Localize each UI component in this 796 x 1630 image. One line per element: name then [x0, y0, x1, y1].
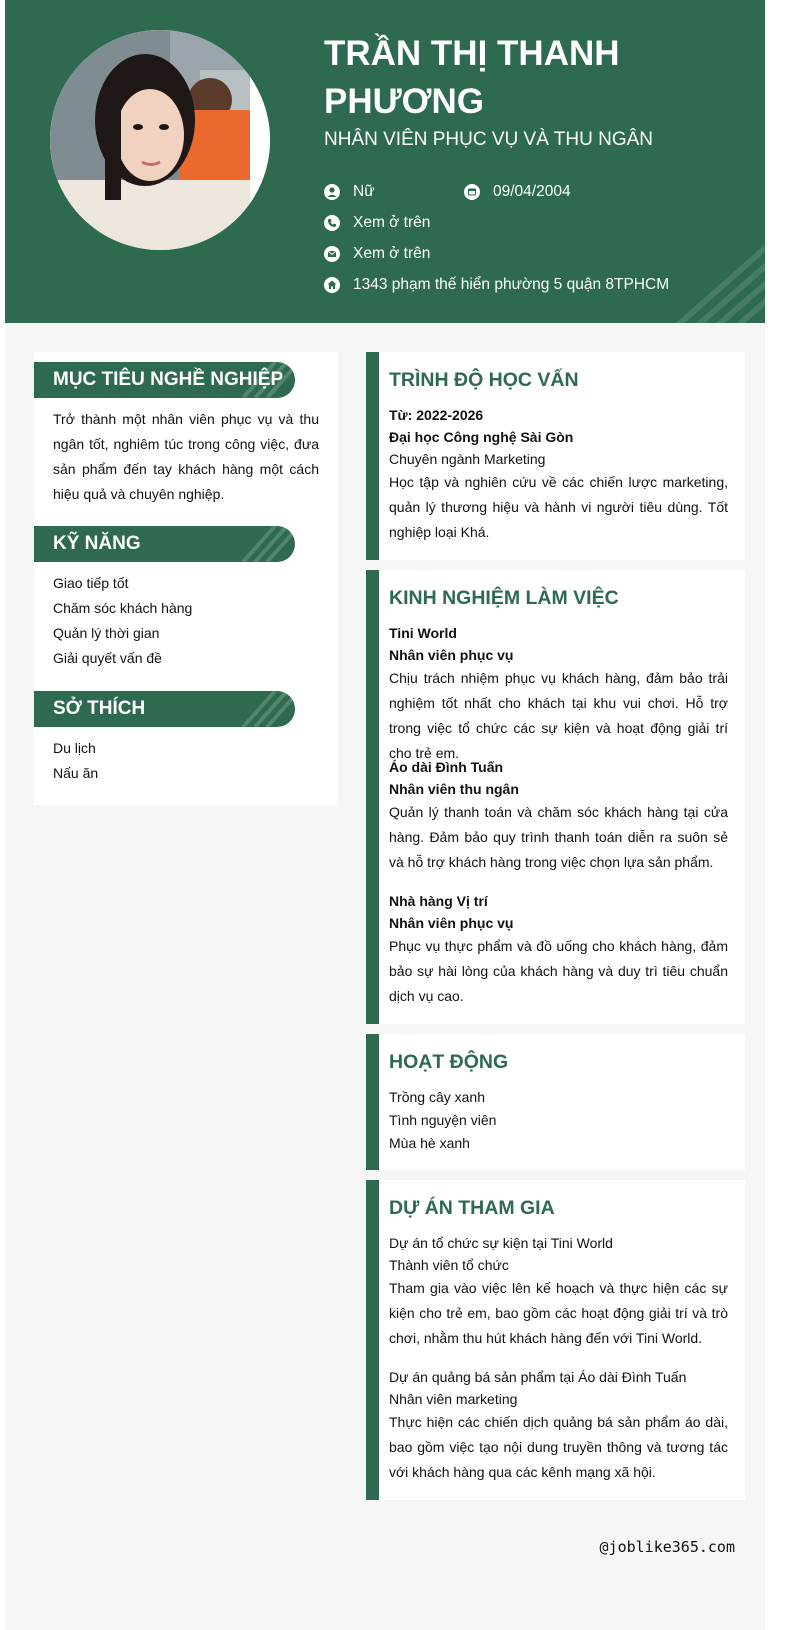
calendar-icon: [464, 184, 480, 200]
hobby-item: Nấu ăn: [53, 765, 99, 781]
project-description: Tham gia vào việc lên kế hoạch và thực hiện các sự kiện cho trẻ em, bao gồm các hoạt động giải trí và trò chơi, nhằm thu hút khách hàng đến với Tini World.: [389, 1280, 728, 1346]
watermark: @joblike365.com: [599, 1538, 735, 1556]
skill-item: Giải quyết vấn đề: [53, 650, 162, 666]
dob-row: [464, 182, 571, 202]
job-company: Áo dài Đình Tuấn: [389, 759, 504, 775]
email-value[interactable]: Xem ở trên: [353, 245, 431, 262]
activities-list: [389, 1086, 728, 1155]
experience-job: [389, 890, 728, 1009]
project-name: Dự án tổ chức sự kiện tại Tini World: [389, 1235, 613, 1251]
objective-text: Trở thành một nhân viên phục vụ và thu ngân tốt, nghiêm túc trong công việc, đưa sản phẩm đến tay khách hàng một cách hiệu quả và chuyên nghiệp.: [53, 411, 319, 502]
skill-item: Quản lý thời gian: [53, 625, 160, 641]
job-position: Nhân viên thu ngân: [389, 781, 519, 797]
candidate-name: TRẦN THỊ THANH PHƯƠNG: [324, 34, 620, 121]
user-icon: [324, 184, 340, 200]
address-row: [324, 275, 669, 295]
resume-header: [5, 0, 765, 323]
education-description: Học tập và nghiên cứu về các chiến lược marketing, quản lý thương hiệu và hành vi người tiêu dùng. Tốt nghiệp loại Khá.: [389, 474, 728, 540]
hobby-item: Du lịch: [53, 740, 96, 756]
job-description: Phục vụ thực phẩm và đồ uống cho khách hàng, đảm bảo sự hài lòng của khách hàng và duy trì tiêu chuẩn dịch vụ cao.: [389, 938, 728, 1004]
education-period: Từ: 2022-2026: [389, 407, 484, 423]
phone-icon: [324, 215, 340, 231]
email-icon: [324, 246, 340, 262]
job-position: Nhân viên phục vụ: [389, 915, 514, 931]
job-position: Nhân viên phục vụ: [389, 647, 514, 663]
education-major: Chuyên ngành Marketing: [389, 451, 546, 467]
project-item: [389, 1366, 728, 1485]
objective-heading: MỤC TIÊU NGHỀ NGHIỆP: [34, 362, 295, 398]
projects-title: DỰ ÁN THAM GIA: [389, 1197, 555, 1219]
decorative-stripes: [605, 203, 765, 323]
job-description: Quản lý thanh toán và chăm sóc khách hàng tại cửa hàng. Đảm bảo quy trình thanh toán diễn ra suôn sẻ và hỗ trợ khách hàng trong việc chọn lựa sản phẩm.: [389, 804, 728, 870]
resume-page: [5, 0, 765, 1630]
project-description: Thực hiện các chiến dịch quảng bá sản phẩm áo dài, bao gồm việc tạo nội dung truyền thông và tương tác với khách hàng qua các kênh mạng xã hội.: [389, 1414, 728, 1480]
experience-section: [366, 570, 745, 1024]
experience-title: KINH NGHIỆM LÀM VIỆC: [389, 587, 619, 609]
hobbies-list: [53, 736, 319, 786]
project-role: Nhân viên marketing: [389, 1391, 518, 1407]
skills-list: [53, 571, 319, 671]
job-description: Chịu trách nhiệm phục vụ khách hàng, đảm bảo trải nghiệm tốt nhất cho khách tại khu vui chơi. Hỗ trợ trong việc tổ chức các sự kiện và hoạt động giải trí cho trẻ em.: [389, 670, 728, 761]
education-school: Đại học Công nghệ Sài Gòn: [389, 429, 574, 445]
email-row: [324, 244, 430, 264]
hobbies-heading: SỞ THÍCH: [34, 691, 295, 727]
experience-job: [389, 622, 728, 766]
address-value: 1343 phạm thế hiển phường 5 quận 8TPHCM: [353, 276, 670, 293]
projects-section: [366, 1180, 745, 1500]
activity-item: Mùa hè xanh: [389, 1135, 470, 1151]
job-company: Tini World: [389, 625, 457, 641]
dob-value: 09/04/2004: [493, 183, 571, 200]
left-column: [34, 352, 338, 805]
education-section: [366, 352, 745, 560]
ribbon-stripes-icon: [235, 691, 295, 727]
phone-row: [324, 213, 430, 233]
job-company: Nhà hàng Vị trí: [389, 893, 488, 909]
ribbon-stripes-icon: [235, 526, 295, 562]
home-icon: [324, 277, 340, 293]
activities-title: HOẠT ĐỘNG: [389, 1051, 509, 1073]
profile-photo: [50, 30, 270, 250]
experience-job: [389, 756, 728, 875]
skill-item: Chăm sóc khách hàng: [53, 600, 193, 616]
activity-item: Trồng cây xanh: [389, 1089, 485, 1105]
gender-row: [324, 182, 375, 202]
skill-item: Giao tiếp tốt: [53, 575, 129, 591]
gender-value: Nữ: [353, 183, 375, 200]
project-item: [389, 1232, 728, 1351]
education-content: [389, 404, 728, 545]
project-role: Thành viên tổ chức: [389, 1257, 509, 1273]
skills-heading: KỸ NĂNG: [34, 526, 295, 562]
activity-item: Tình nguyện viên: [389, 1112, 497, 1128]
project-name: Dự án quảng bá sản phẩm tại Áo dài Đình Tuấn: [389, 1369, 687, 1385]
candidate-role: NHÂN VIÊN PHỤC VỤ VÀ THU NGÂN: [324, 129, 654, 150]
phone-value[interactable]: Xem ở trên: [353, 214, 431, 231]
education-title: TRÌNH ĐỘ HỌC VẤN: [389, 369, 579, 391]
activities-section: [366, 1034, 745, 1170]
